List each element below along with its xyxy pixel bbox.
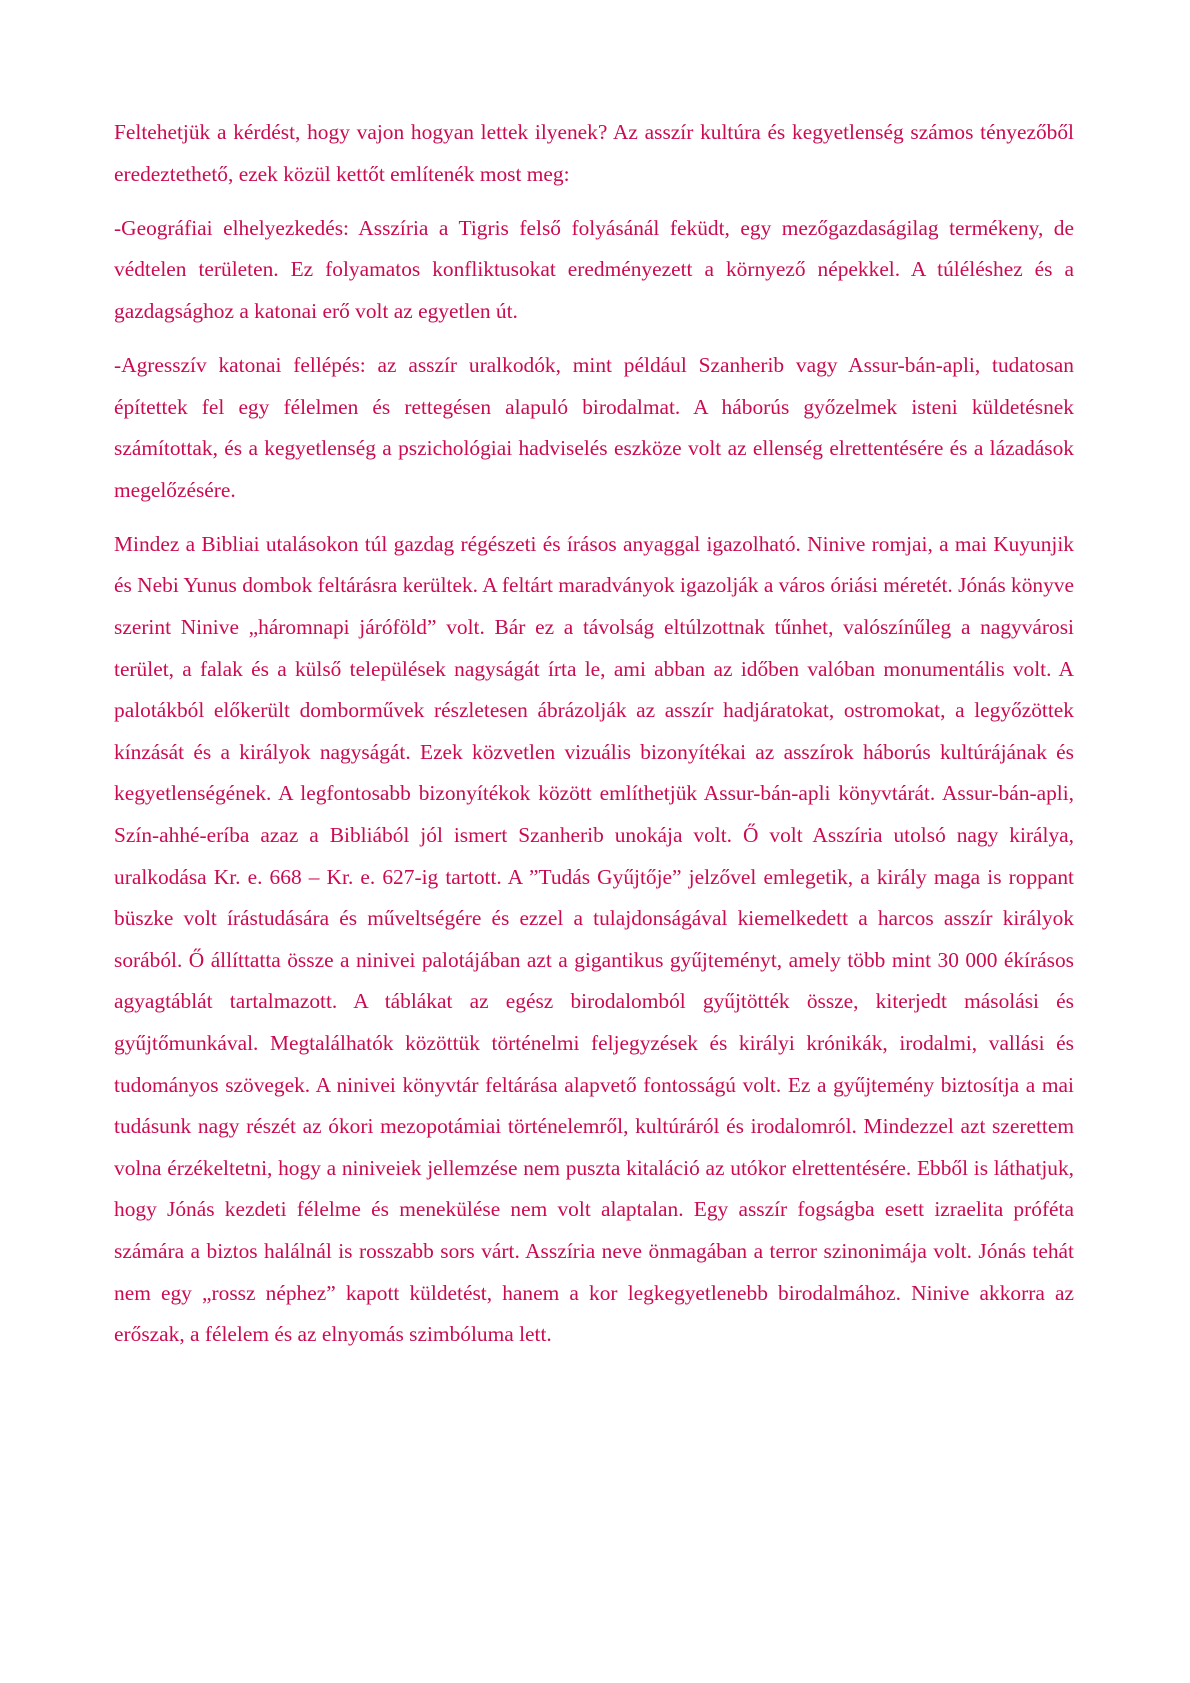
body-text <box>114 112 1074 1368</box>
paragraph-geography: -Geográfiai elhelyezkedés: Asszíria a Tigris felső folyásánál feküdt, egy mezőgazdaságilag termékeny, de védtelen területen. Ez folyamatos konfliktusokat eredményezett a környező népekkel. A túléléshez és a gazdagsághoz a katonai erő volt az egyetlen út. <box>114 215 1074 323</box>
paragraph-intro: Feltehetjük a kérdést, hogy vajon hogyan lettek ilyenek? Az asszír kultúra és kegyetlenség számos tényezőből eredeztethető, ezek közül kettőt említenék most meg: <box>114 120 1074 186</box>
paragraph-military: -Agresszív katonai fellépés: az asszír uralkodók, mint például Szanherib vagy Assur-bán-apli, tudatosan építettek fel egy félelmen és rettegésen alapuló birodalmat. A háborús győzelmek isteni küldetésnek számítottak, és a kegyetlenség a pszichológiai hadviselés eszköze volt az ellenség elrettentésére és a lázadások megelőzésére. <box>114 352 1074 502</box>
paragraph-evidence: Mindez a Bibliai utalásokon túl gazdag régészeti és írásos anyaggal igazolható. Ninive romjai, a mai Kuyunjik és Nebi Yunus dombok feltárásra kerültek. A feltárt maradványok igazolják a város óriási méretét. Jónás könyve szerint Ninive „háromnapi járóföld” volt. Bár ez a távolság eltúlzottnak tűnhet, valószínűleg a nagyvárosi terület, a falak és a külső települések nagyságát írta le, ami abban az időben valóban monumentális volt. A palotákból előkerült domborművek részletesen ábrázolják az asszír hadjáratokat, ostromokat, a legyőzöttek kínzását és a királyok nagyságát. Ezek közvetlen vizuális bizonyítékai az asszírok háborús kultúrájának és kegyetlenségének. A legfontosabb bizonyítékok között említhetjük Assur-bán-apli könyvtárát. Assur-bán-apli, Szín-ahhé-eríba azaz a Bibliából jól ismert Szanherib unokája volt. Ő volt Asszíria utolsó nagy királya, uralkodása Kr. e. 668 – Kr. e. 627-ig tartott. A ”Tudás Gyűjtője” jelzővel emlegetik, a király maga is roppant büszke volt írástudására és műveltségére és ezzel a tulajdonságával kiemelkedett a harcos asszír királyok sorából. Ő állíttatta össze a ninivei palotájában azt a gigantikus gyűjteményt, amely több mint 30 000 ékírásos agyagtáblát tartalmazott. A táblákat az egész birodalomból gyűjtötték össze, kiterjedt másolási és gyűjtőmunkával. Megtalálhatók közöttük történelmi feljegyzések és királyi krónikák, irodalmi, vallási és tudományos szövegek. A ninivei könyvtár feltárása alapvető fontosságú volt. Ez a gyűjtemény biztosítja a mai tudásunk nagy részét az ókori mezopotámiai történelemről, kultúráról és irodalomról. Mindezzel azt szerettem volna érzékeltetni, hogy a niniveiek jellemzése nem puszta kitaláció az utókor elrettentésére. Ebből is láthatjuk, hogy Jónás kezdeti félelme és menekülése nem volt alaptalan. Egy asszír fogságba esett izraelita próféta számára a biztos halálnál is rosszabb sors várt. Asszíria neve önmagában a terror szinonimája volt. Jónás tehát nem egy „rossz néphez” kapott küldetést, hanem a kor legkegyetlenebb birodalmához. Ninive akkorra az erőszak, a félelem és az elnyomás szimbóluma lett. <box>114 531 1074 1347</box>
